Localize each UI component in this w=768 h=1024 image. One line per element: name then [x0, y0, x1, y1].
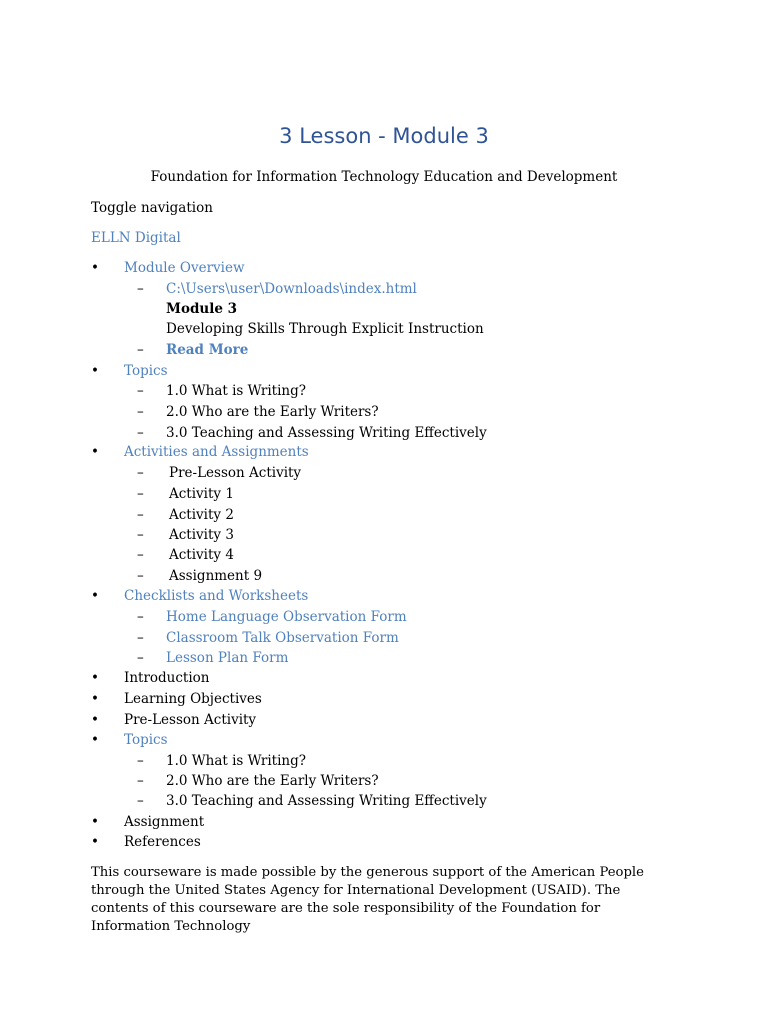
dash-marker: –	[137, 773, 144, 789]
bullet-marker: •	[91, 732, 99, 748]
module-heading: Module 3	[166, 301, 238, 317]
topic-item[interactable]: 2.0 Who are the Early Writers?	[166, 773, 379, 789]
bullet-marker: •	[91, 670, 99, 686]
footer-text: This courseware is made possible by the generous support of the American People through the United States Agency for International Development (USAID). The contents of this courseware are the sole responsibility of the Foundation for Information Technology	[91, 865, 644, 934]
worksheet-link[interactable]: Lesson Plan Form	[166, 650, 289, 666]
dash-marker: –	[137, 281, 144, 297]
brand-link[interactable]: ELLN Digital	[91, 230, 181, 246]
file-path-link[interactable]: C:\Users\user\Downloads\index.html	[166, 281, 417, 297]
dash-marker: –	[137, 650, 144, 666]
bullet-marker: •	[91, 691, 99, 707]
nav-module-overview[interactable]: Module Overview	[124, 260, 245, 276]
topic-item[interactable]: 2.0 Who are the Early Writers?	[166, 404, 379, 420]
bullet-marker: •	[91, 814, 99, 830]
module-description: Developing Skills Through Explicit Instruction	[166, 321, 484, 337]
nav-topics[interactable]: Topics	[124, 363, 168, 379]
page-subtitle: Foundation for Information Technology Education and Development	[150, 169, 618, 185]
dash-marker: –	[137, 568, 144, 584]
dash-marker: –	[137, 547, 144, 563]
dash-marker: –	[137, 486, 144, 502]
dash-marker: –	[137, 465, 144, 481]
activity-item[interactable]: Activity 1	[169, 486, 234, 502]
nav-activities-assignments[interactable]: Activities and Assignments	[124, 444, 309, 460]
nav-checklists-worksheets[interactable]: Checklists and Worksheets	[124, 588, 309, 604]
nav-learning-objectives[interactable]: Learning Objectives	[124, 691, 262, 707]
dash-marker: –	[137, 753, 144, 769]
bullet-marker: •	[91, 712, 99, 728]
dash-marker: –	[137, 383, 144, 399]
page-title: 3 Lesson - Module 3	[279, 124, 489, 148]
dash-marker: –	[137, 404, 144, 420]
dash-marker: –	[137, 609, 144, 625]
dash-marker: –	[137, 342, 144, 358]
bullet-marker: •	[91, 834, 99, 850]
topic-item[interactable]: 1.0 What is Writing?	[166, 753, 306, 769]
worksheet-link[interactable]: Classroom Talk Observation Form	[166, 630, 399, 646]
bullet-marker: •	[91, 363, 99, 379]
topic-item[interactable]: 3.0 Teaching and Assessing Writing Effectively	[166, 793, 487, 809]
dash-marker: –	[137, 425, 144, 441]
toggle-navigation[interactable]: Toggle navigation	[91, 200, 213, 216]
nav-pre-lesson-activity[interactable]: Pre-Lesson Activity	[124, 712, 257, 728]
read-more-link[interactable]: Read More	[166, 342, 249, 358]
nav-assignment[interactable]: Assignment	[124, 814, 205, 830]
nav-topics-2[interactable]: Topics	[124, 732, 168, 748]
dash-marker: –	[137, 793, 144, 809]
activity-item[interactable]: Assignment 9	[169, 568, 263, 584]
nav-references[interactable]: References	[124, 834, 201, 850]
worksheet-link[interactable]: Home Language Observation Form	[166, 609, 407, 625]
nav-introduction[interactable]: Introduction	[124, 670, 210, 686]
activity-item[interactable]: Pre-Lesson Activity	[169, 465, 302, 481]
dash-marker: –	[137, 527, 144, 543]
bullet-marker: •	[91, 588, 99, 604]
topic-item[interactable]: 1.0 What is Writing?	[166, 383, 306, 399]
bullet-marker: •	[91, 260, 99, 276]
dash-marker: –	[137, 507, 144, 523]
dash-marker: –	[137, 630, 144, 646]
bullet-marker: •	[91, 444, 99, 460]
activity-item[interactable]: Activity 3	[169, 527, 234, 543]
activity-item[interactable]: Activity 4	[169, 547, 234, 563]
topic-item[interactable]: 3.0 Teaching and Assessing Writing Effectively	[166, 425, 487, 441]
activity-item[interactable]: Activity 2	[169, 507, 234, 523]
